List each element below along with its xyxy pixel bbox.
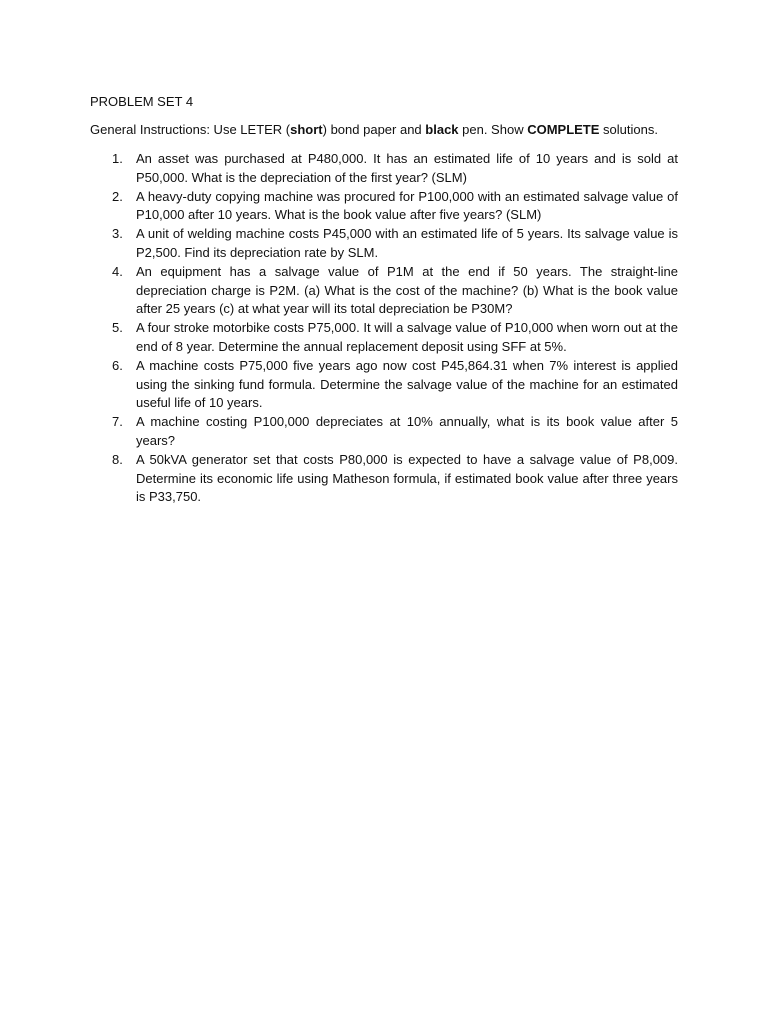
problem-item xyxy=(90,225,678,263)
problem-item xyxy=(90,319,678,357)
problem-item xyxy=(90,413,678,451)
problem-number: 7. xyxy=(112,414,123,430)
problem-text: An asset was purchased at P480,000. It has an estimated life of 10 years and is sold at P50,000. What is the depreciation of the first year? (SLM) xyxy=(136,151,678,185)
problem-number: 1. xyxy=(112,151,123,166)
problem-text: A machine costs P75,000 five years ago now cost P45,864.31 when 7% interest is applied using the sinking fund formula. Determine the salvage value of the machine for an estimated useful life of 10 years. xyxy=(136,357,678,411)
problem-text: A four stroke motorbike costs P75,000. It will a salvage value of P10,000 when worn out at the end of 8 year. Determine the annual replacement deposit using SFF at 5%. xyxy=(136,320,678,354)
problem-number: 6. xyxy=(112,357,123,373)
general-instructions xyxy=(90,121,658,139)
instructions-bold-black: black xyxy=(425,122,459,137)
document-title: PROBLEM SET 4 xyxy=(90,94,194,109)
problem-item xyxy=(90,451,678,507)
instructions-text-1: General Instructions: Use LETER ( xyxy=(90,122,291,137)
instructions-bold-complete: COMPLETE xyxy=(527,122,600,137)
problem-number: 2. xyxy=(112,188,123,204)
problem-list xyxy=(90,150,678,507)
problem-number: 8. xyxy=(112,451,123,467)
problem-text: A 50kVA generator set that costs P80,000 is expected to have a salvage value of P8,009. Determine its economic life using Matheson formula, if estimated book value after three years is P33,750. xyxy=(136,451,678,505)
problem-item xyxy=(90,188,678,226)
problem-text: A machine costing P100,000 depreciates at 10% annually, what is its book value after 5 years? xyxy=(136,414,678,448)
problem-text: A heavy-duty copying machine was procured for P100,000 with an estimated salvage value of P10,000 after 10 years. What is the book value after five years? (SLM) xyxy=(136,188,678,223)
problem-number: 5. xyxy=(112,320,123,336)
problem-text: A unit of welding machine costs P45,000 with an estimated life of 5 years. Its salvage value is P2,500. Find its depreciation rate by SLM. xyxy=(136,226,678,260)
problem-number: 3. xyxy=(112,226,123,242)
instructions-text-2: ) bond paper and xyxy=(322,122,426,137)
instructions-bold-short: short xyxy=(290,122,323,137)
instructions-text-3: pen. Show xyxy=(458,122,528,137)
problem-item xyxy=(90,150,678,188)
problem-text: An equipment has a salvage value of P1M at the end if 50 years. The straight-line depreciation charge is P2M. (a) What is the cost of the machine? (b) What is the book value after 25 years (c) at what year will its total depreciation be P30M? xyxy=(136,263,678,317)
problem-item xyxy=(90,263,678,319)
instructions-text-4: solutions. xyxy=(599,122,658,137)
problem-item xyxy=(90,357,678,413)
problem-number: 4. xyxy=(112,263,123,279)
